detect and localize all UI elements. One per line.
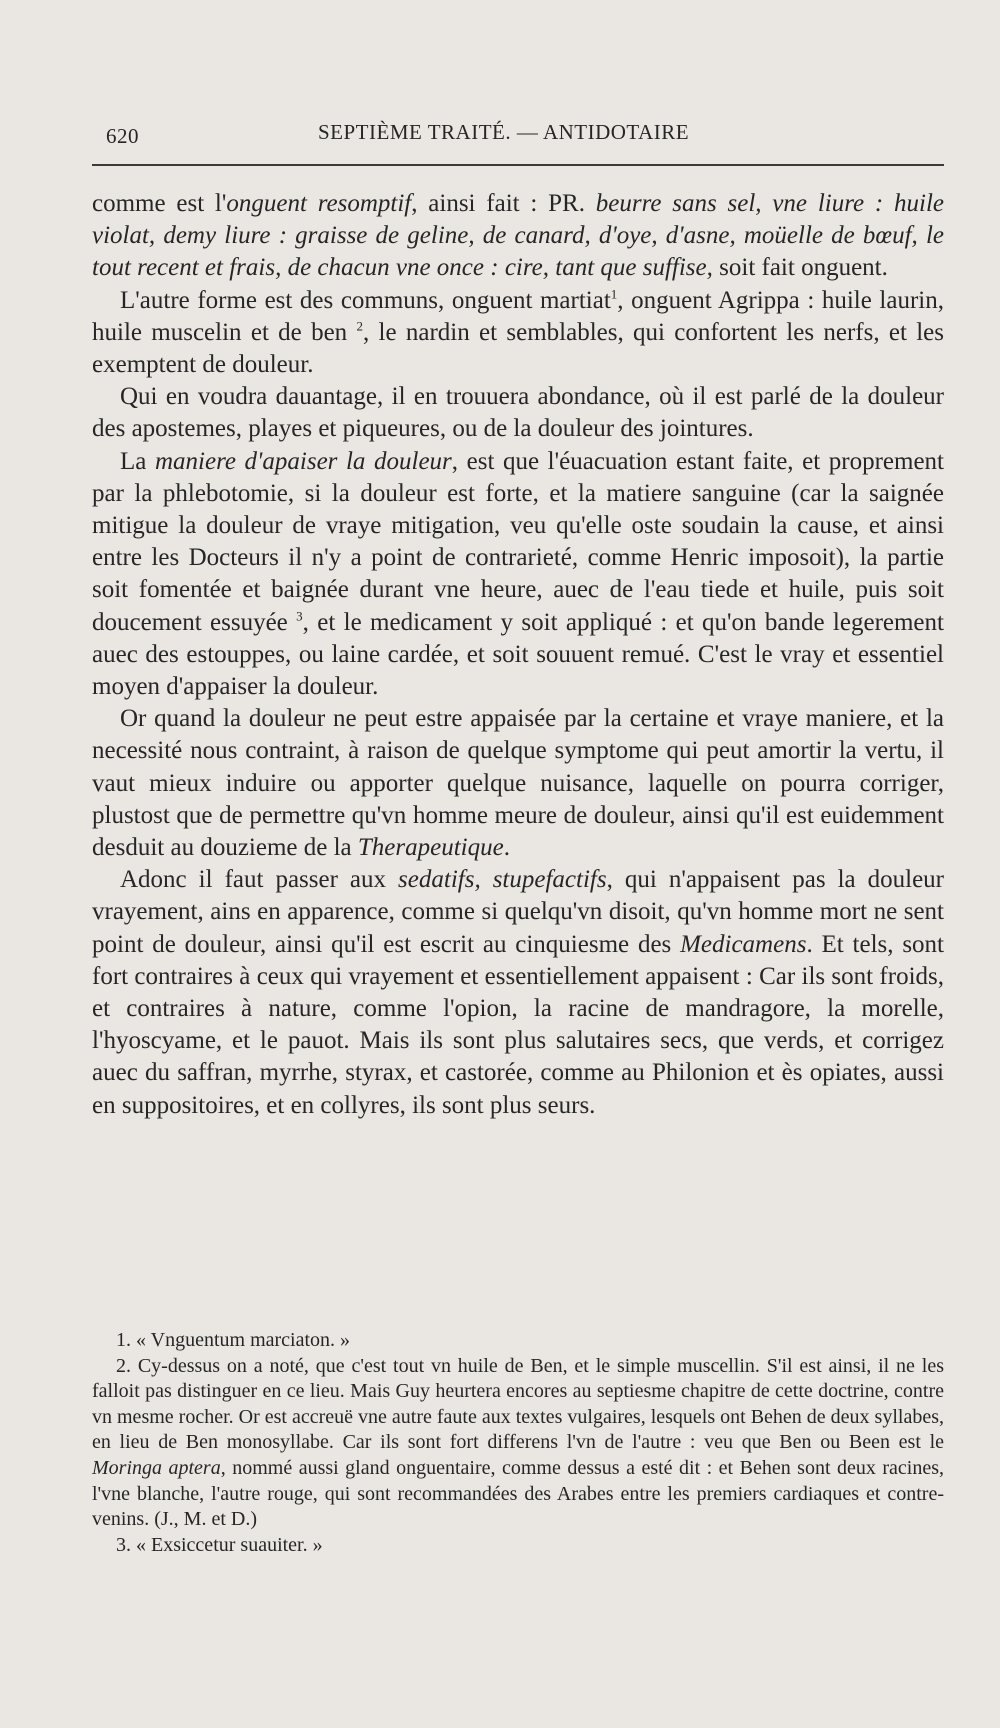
text-run: , onguent Agrippa : huile laurin, huile muscelin et de ben	[92, 286, 944, 346]
text-run: , ainsi fait : PR.	[411, 190, 596, 217]
page-number: 620	[106, 124, 139, 148]
paragraph-6	[92, 864, 944, 1122]
text-run: L'autre forme est des communs, onguent martiat	[120, 286, 611, 314]
footnote-ref-3: 3	[296, 608, 303, 624]
text-run: , le nardin et semblables, qui confortent les nerfs, et les exemptent de douleur.	[92, 318, 944, 379]
paragraph-2	[92, 285, 944, 382]
text-run: soit fait onguent.	[712, 254, 888, 282]
text-run: , et le medicament y soit appliqué : et qu'on bande legerement auec des estouppes, ou laine cardée, et soit souuent remué. C'est le vray et essentiel moyen d'appaiser la douleur.	[92, 608, 944, 701]
italic-run: Medicamens	[680, 930, 807, 958]
italic-run: Moringa aptera	[92, 1456, 221, 1479]
text-run: Adonc il faut passer aux	[120, 866, 399, 894]
text-run: 2. Cy-dessus on a noté, que c'est tout vn huile de Ben, et le simple muscellin. S'il est ainsi, il ne les falloit pas distinguer en ce lieu. Mais Guy heurtera encores au septiesme chapitre de cette doctrine, contre vn mesme rocher. Or est accreuë vne autre faute aux textes vulgaires, lesquels ont Behen de deux syllabes, en lieu de Ben monosyllabe. Car ils sont fort differens l'vn de l'autre : veu que Ben ou Been est le	[92, 1354, 944, 1454]
italic-run: sedatifs, stupefactifs	[398, 866, 607, 894]
footnote-2	[92, 1354, 944, 1533]
italic-run: Therapeutique	[357, 834, 504, 862]
text-run: .	[503, 834, 510, 862]
text-run: , est que l'éuacuation estant faite, et proprement par la phlebotomie, si la douleur est forte, et la matiere sanguine (car la saignée mitigue la douleur de vraye mitigation, veu qu'elle oste soudain la cause, et ainsi entre les Docteurs il n'y a point de contrarieté, comme Henric imposoit), la partie soit fomentée et baignée durant vne heure, auec de l'eau tiede et huile, puis soit doucement essuyée	[92, 447, 945, 636]
footnote-3: 3. « Exsiccetur suauiter. »	[116, 1533, 323, 1556]
italic-run: maniere d'apaiser la douleur	[154, 447, 452, 475]
footnote-ref-1: 1	[610, 286, 618, 302]
text-run: , qui n'appaisent pas la douleur vrayement, ains en apparence, comme si quelqu'vn disoit, qu'vn homme mort ne sent point de douleur, ainsi qu'il est escrit au cinquiesme des	[92, 866, 945, 958]
footnotes	[92, 1328, 944, 1558]
text-run: , nommé aussi gland onguentaire, comme dessus a esté dit : et Behen sont deux racines, l'vne blanche, l'autre rouge, qui sont recommandées des Arabes entre les premiers cardiaques et contre-venins. (J., M. et D.)	[92, 1456, 945, 1531]
italic-run: onguent resomptif	[226, 190, 412, 217]
footnote-1: 1. « Vnguentum marciaton. »	[116, 1329, 351, 1351]
paragraph-3: Qui en voudra dauantage, il en trouuera abondance, où il est parlé de la douleur des apostemes, playes et piqueures, ou de la douleur des jointures.	[92, 383, 944, 443]
text-run: comme est l'	[92, 190, 227, 217]
page-header	[92, 118, 944, 158]
text-run: La	[120, 447, 155, 475]
header-rule	[92, 164, 944, 166]
paragraph-4	[92, 446, 944, 704]
paragraph-5	[92, 703, 944, 864]
main-text	[92, 188, 944, 1122]
text-run: . Et tels, sont fort contraires à ceux qui vrayement et essentiellement appaisent : Car ils sont froids, et contraires à nature, comme l'opion, la racine de mandragore, la morelle, l'hyoscyame, et le pauot. Mais ils sont plus salutaires secs, que verds, et corrigez auec du saffran, myrrhe, styrax, et castorée, comme au Philonion et ès opiates, aussi en suppositoires, et en collyres, ils sont plus seurs.	[92, 930, 945, 1119]
running-title: SEPTIÈME TRAITÉ. — ANTIDOTAIRE	[318, 120, 690, 144]
italic-run: beurre sans sel, vne liure : huile violat, demy liure : graisse de geline, de canard, d'oye, d'asne, moüelle de bœuf, le tout recent et frais, de chacun vne once : cire, tant que suffise,	[92, 190, 945, 282]
text-run: Or quand la douleur ne peut estre appaisée par la certaine et vraye maniere, et la necessité nous contraint, à raison de quelque symptome qui peut amortir la vertu, il vaut mieux induire ou apporter quelque nuisance, laquelle on pourra corriger, plustost que de permettre qu'vn homme meure de douleur, ainsi qu'il est euidemment desduit au douzieme de la	[92, 705, 944, 862]
paragraph-1	[92, 188, 944, 285]
footnote-ref-2: 2	[356, 318, 363, 334]
